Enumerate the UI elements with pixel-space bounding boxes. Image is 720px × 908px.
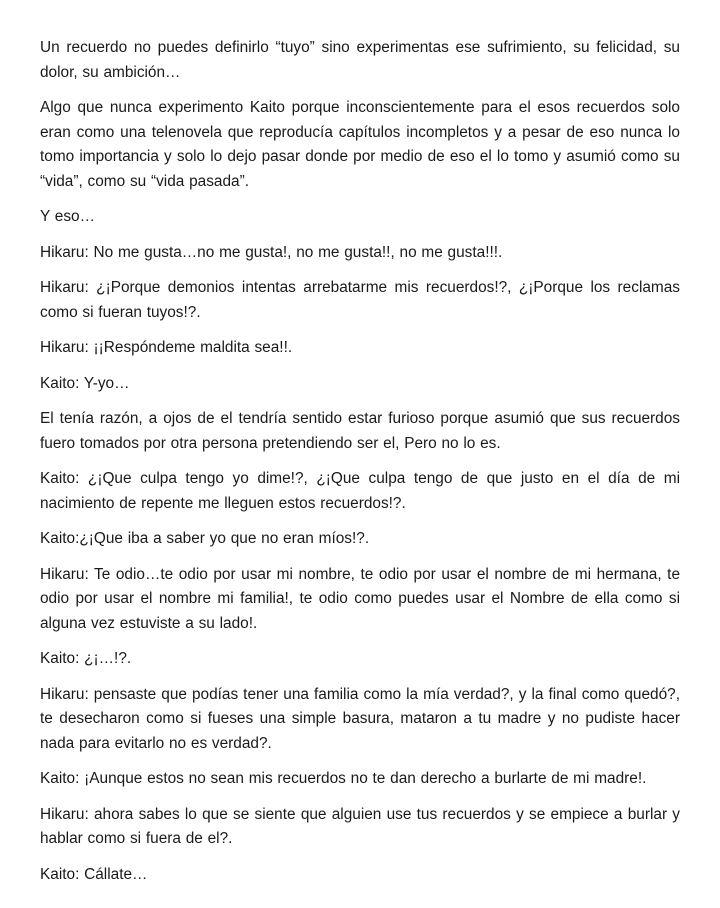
paragraph-2: Algo que nunca experimento Kaito porque inconscientemente para el esos recuerdos solo eran como una telenovela que reproducía capítulos incompletos y a pesar de eso nunca lo tomo importancia y solo lo dejo pasar donde por medio de eso el lo tomo y asumió como su “vida”, como su “vida pasada”. xyxy=(40,99,680,190)
paragraph-3: Y eso… xyxy=(40,208,95,225)
paragraph-9: Kaito: ¿¡Que culpa tengo yo dime!?, ¿¡Que culpa tengo de que justo en el día de mi nacimiento de repente me lleguen estos recuerdos!?. xyxy=(40,470,680,512)
paragraph-5: Hikaru: ¿¡Porque demonios intentas arrebatarme mis recuerdos!?, ¿¡Porque los reclamas como si fueran tuyos!?. xyxy=(40,279,680,321)
paragraph-10: Kaito:¿¡Que iba a saber yo que no eran míos!?. xyxy=(40,530,370,547)
paragraph-4: Hikaru: No me gusta…no me gusta!, no me gusta!!, no me gusta!!!. xyxy=(40,243,503,261)
paragraph-12: Kaito: ¿¡…!?. xyxy=(40,650,132,667)
paragraph-7: Kaito: Y-yo… xyxy=(40,374,130,392)
paragraph-8: El tenía razón, a ojos de el tendría sentido estar furioso porque asumió que sus recuerdos fuero tomados por otra persona pretendiendo ser el, Pero no lo es. xyxy=(40,410,680,452)
paragraph-15: Hikaru: ahora sabes lo que se siente que alguien use tus recuerdos y se empiece a burlar y hablar como si fuera de el?. xyxy=(40,805,680,847)
paragraph-14: Kaito: ¡Aunque estos no sean mis recuerdos no te dan derecho a burlarte de mi madre!. xyxy=(40,770,647,787)
paragraph-1: Un recuerdo no puedes definirlo “tuyo” sino experimentas ese sufrimiento, su felicidad, su dolor, su ambición… xyxy=(40,39,680,81)
paragraph-6: Hikaru: ¡¡Respóndeme maldita sea!!. xyxy=(40,339,293,356)
paragraph-16: Kaito: Cállate… xyxy=(40,865,148,883)
paragraph-11: Hikaru: Te odio…te odio por usar mi nombre, te odio por usar el nombre de mi hermana, te odio por usar el nombre mi familia!, te odio como puedes usar el Nombre de ella como si alguna vez estuviste a su lado!. xyxy=(40,565,680,632)
paragraph-13: Hikaru: pensaste que podías tener una familia como la mía verdad?, y la final como quedó?, te desecharon como si fueses una simple basura, mataron a tu madre y no pudiste hacer nada para evitarlo no es verdad?. xyxy=(40,685,680,752)
